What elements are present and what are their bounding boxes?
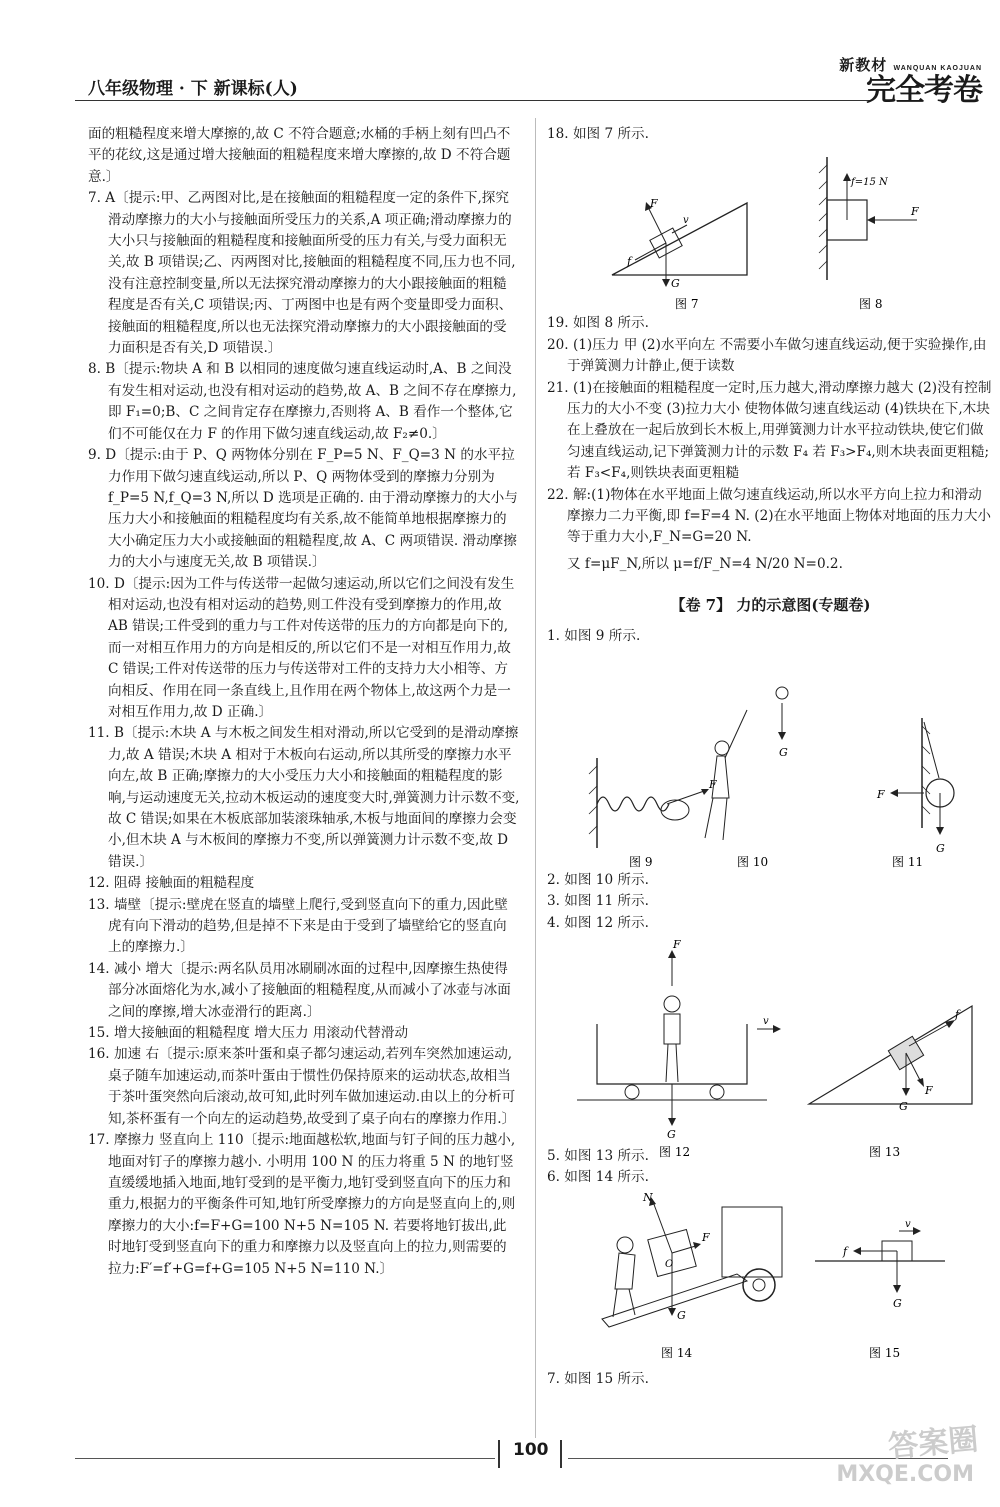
figure-9-10-11 [547,648,994,870]
footer-rule-left [75,1458,495,1459]
answer-21: 21. (1)在接触面的粗糙程度一定时,压力越大,滑动摩擦力越大 (2)没有控制压力的大小不变 (3)拉力大小 使物体做匀速直线运动 (4)铁块在下,木块在上叠放在一起后放到长木板上,用弹簧测力计水平拉动铁块,使它们做匀速直线运动,记下弹簧测力计的示数 F₄ 若 F₃>F₄,则木块表面更粗糙;若 F₃<F₄,则铁块表面更粗糙 [547,379,992,482]
footer-bar-right [560,1440,562,1468]
page-header-title: 八年级物理 · 下 新课标(人) [88,79,298,99]
f14-label-G: G [677,1308,686,1322]
answer-17: 17. 摩擦力 竖直向上 110〔提示:地面越松软,地面与钉子间的压力越小,地面对钉子的摩擦力越小. 小明用 100 N 的压力将重 5 N 的地钉竖直缓缓地插入地面,地钉受到的是平衡力,地钉受到竖直向下的压力和重力,根据力的平衡条件可知,地钉所受摩擦力的方向是竖直向上的,则摩擦力的大小:f=F+G=100 N+5 N=105 N. 若要将地钉拔出,此时地钉受到竖直向下的重力和摩擦力以及竖直向上的拉力,则需要的拉力:F′=f′+G=f+G=105 N+5 N=110 N.〕 [88,1132,516,1277]
f10-caption: 图 10 [737,854,769,869]
answer-16: 16. 加速 右〔提示:原来茶叶蛋和桌子都匀速运动,若列车突然加速运动,桌子随车加速运动,而茶叶蛋由于惯性仍保持原来的运动状态,故相当于茶叶蛋突然向后滚动,故可知,此时列车做加速运动.由以上的分析可知,茶杯蛋有一个向左的运动趋势,故受到了桌子向右的摩擦力作用.〕 [88,1046,516,1127]
f10-label-G: G [779,745,788,759]
answer-14: 14. 减小 增大〔提示:两名队员用冰刷刷冰面的过程中,因摩擦生热使得部分冰面熔化为水,减小了接触面的粗糙程度,从而减小了冰壶与冰面之间的摩擦,增大冰壶滑行的距离.〕 [88,960,511,1020]
f8-caption: 图 8 [859,297,883,312]
f9-label-F: F [709,777,717,791]
f7-label-f: f [627,255,632,269]
figure-9-11-drawing [547,648,994,870]
answer-continued: 面的粗糙程度来增大摩擦的,故 C 不符合题意;水桶的手柄上刻有凹凸不平的花纹,这是通过增大接触面的粗糙程度来增大摩擦的,故 D 不符合题意.〕 [88,126,511,185]
brand-main: 完全考卷 [866,73,982,108]
f15-label-f: f [843,1244,848,1258]
f7-label-v: v [683,215,689,227]
figure-14-15 [547,1189,994,1369]
answer-s7: 7. 如图 15 所示. [547,1370,649,1387]
answer-7: 7. A〔提示:甲、乙两图对比,是在接触面的粗糙程度一定的条件下,探究滑动摩擦力的大小与接触面所受压力的关系,A 项正确;滑动摩擦力的大小只与接触面的粗糙程度和接触面所受的压力有关,与受力面积无关,故 B 项错误;乙、丙两图对比,接触面的粗糙程度不同,压力也不同,没有注意控制变量,所以无法探究滑动摩擦力的大小跟接触面的粗糙程度是否有关,C 项错误;丙、丁两图中也是有两个变量即受力面积、接触面的粗糙程度,所以也无法探究滑动摩擦力的大小跟接触面的受力面积是否有关,D 项错误.〕 [88,190,516,357]
footer-bar-left [498,1440,500,1468]
f14-label-N: N [643,1190,653,1204]
answer-8: 8. B〔提示:物块 A 和 B 以相同的速度做匀速直线运动时,A、B 之间没有发生相对运动,也没有相对运动的趋势,故 A、B 之间不存在摩擦力,即 F₁=0;B、C 之间肯定存在摩擦力,否则将 A、B 看作一个整体,它们不可能仅在力 F 的作用下做匀速直线运动,故 F₂≠0.〕 [88,361,517,442]
column-divider [535,118,536,1438]
answer-13: 13. 墙壁〔提示:壁虎在竖直的墙壁上爬行,受到竖直向下的重力,因此壁虎有向下滑动的趋势,但是掉不下来是由于受到了墙壁给它的竖直向上的摩擦力.〕 [88,896,508,956]
answer-19: 19. 如图 8 所示. [547,315,649,332]
brand-top: 新教材 [839,56,888,74]
f13-label-G: G [899,1099,908,1113]
figure-7-8-drawing [547,145,994,313]
answer-s2: 2. 如图 10 所示. [547,871,649,888]
figure-14-15-drawing [547,1189,994,1369]
answer-22-formula: 又 f=μF_N,所以 μ=f/F_N=4 N/20 N=0.2. [567,555,843,572]
f12-label-v: v [763,1015,769,1027]
watermark-logo: 答案圈 [886,1422,980,1465]
answer-s3: 3. 如图 11 所示. [547,893,649,910]
f15-label-G: G [893,1296,902,1310]
right-column [547,124,994,1390]
f14-caption: 图 14 [661,1345,693,1360]
f14-label-F: F [702,1230,710,1244]
left-column [88,124,520,1280]
f13-label-F: F [925,1083,933,1097]
figure-7-8 [547,145,994,313]
f13-caption: 图 13 [869,1144,901,1159]
f12-label-F: F [673,937,681,951]
f15-label-v: v [905,1218,911,1230]
page-number: 100 [513,1440,549,1460]
f9-caption: 图 9 [629,854,653,869]
f11-caption: 图 11 [892,854,924,869]
answer-s1: 1. 如图 9 所示. [547,628,641,645]
f7-label-G: G [671,277,680,291]
f12-label-G: G [667,1127,676,1141]
f8-label-f: f=15 N [851,177,888,189]
answer-18: 18. 如图 7 所示. [547,126,649,142]
f7-label-F: F [650,197,658,211]
header-rule [75,100,870,101]
f13-label-f: f [955,1007,960,1021]
brand-small: WANQUAN KAOJUAN [893,65,982,72]
f8-label-F: F [911,205,919,219]
answer-9: 9. D〔提示:由于 P、Q 两物体分别在 F_P=5 N、F_Q=3 N 的水平拉力作用下做匀速直线运动,所以 P、Q 两物体受到的摩擦力分别为 f_P=5 N,f_Q=3 N,所以 D 选项是正确的. 由于滑动摩擦力的大小与压力大小和接触面的粗糙程度均有关系,故不能简单地根据摩擦力的大小确定压力大小或接触面的粗糙程度,故 A、C 两项错误. 滑动摩擦力的大小与速度无关,故 B 项错误.〕 [88,447,518,571]
answer-10: 10. D〔提示:因为工件与传送带一起做匀速运动,所以它们之间没有发生相对运动,也没有相对运动的趋势,则工件没有受到摩擦力的作用,故 AB 错误;工件受到的重力与工件对传送带的压力的方向都是向下的,而一对相互作用力的方向是相反的,所以它们不是一对相互作用力,故 C 错误;工件对传送带的压力与传送带对工件的支持力大小相等、方向相反、作用在同一条直线上,且作用在两个物体上,故这两个力是一对相互作用力,故 D 正确.〕 [88,575,515,720]
f11-label-G: G [936,841,945,855]
section-title: 【卷 7】 力的示意图(专题卷) [670,595,871,614]
watermark-url: MXQE.COM [836,1462,974,1487]
answer-s6: 6. 如图 14 所示. [547,1169,649,1186]
answer-20: 20. (1)压力 甲 (2)水平向左 不需要小车做匀速直线运动,便于实验操作,由于弹簧测力计静止,便于读数 [547,336,987,375]
f7-caption: 图 7 [675,297,699,312]
answer-11: 11. B〔提示:木块 A 与木板之间发生相对滑动,所以它受到的是滑动摩擦力,故 A 错误;木块 A 相对于木板向右运动,所以其所受的摩擦力水平向左,故 B 正确;摩擦力的大小受压力大小和接触面的粗糙程度的影响,与运动速度无关,拉动木板运动的速度变大时,弹簧测力计示数不变,故 C 错误;如果在木板底部加装滚珠轴承,木板与地面间的摩擦力会变小,但木块 A 与木板间的摩擦力不变,所以弹簧测力计示数不变,故 D 错误.〕 [88,725,520,870]
answer-22: 22. 解:(1)物体在水平地面上做匀速直线运动,所以水平方向上拉力和滑动摩擦力二力平衡,即 f=F=4 N. (2)在水平地面上物体对地面的压力大小等于重力大小,F_N=G=20 N. [547,486,992,546]
f11-label-F: F [877,787,885,801]
f14-label-O: O [665,1258,674,1270]
answer-12: 12. 阻碍 接触面的粗糙程度 [88,875,255,892]
f15-caption: 图 15 [869,1345,901,1360]
answer-15: 15. 增大接触面的粗糙程度 增大压力 用滚动代替滑动 [88,1025,409,1042]
brand-logo [839,54,982,107]
answer-s4: 4. 如图 12 所示. [547,914,649,931]
answer-s5: 5. 如图 13 所示. [547,1147,649,1164]
f12-caption: 图 12 [659,1144,691,1159]
